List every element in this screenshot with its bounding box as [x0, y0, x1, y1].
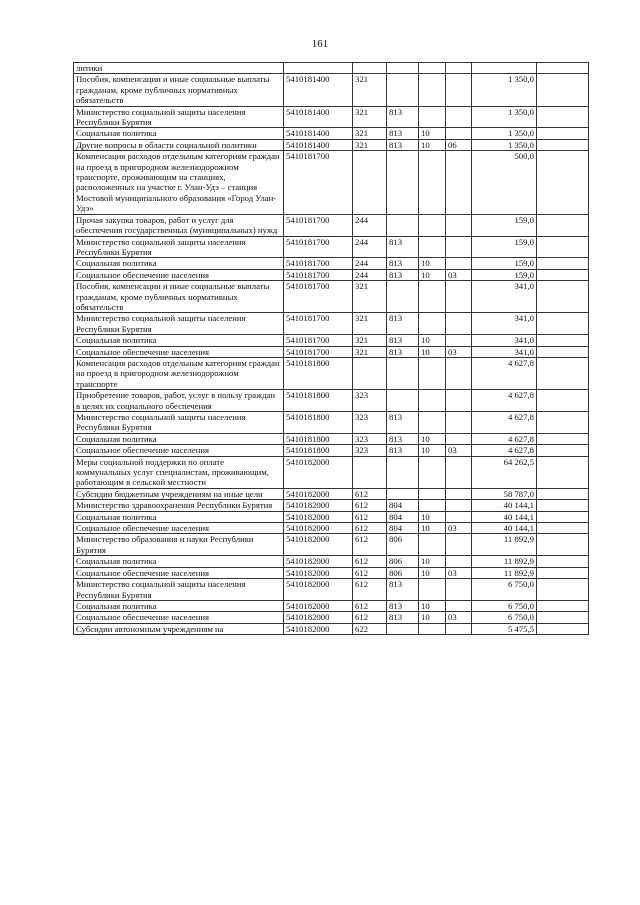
table-row: [74, 511, 589, 522]
row-empty-cell: [537, 313, 589, 335]
row-code-cell: 5410181700: [284, 346, 353, 357]
row-subsection-cell: [446, 335, 472, 346]
row-name-cell: Субсидии бюджетным учреждениям на иные цели: [74, 488, 284, 499]
row-empty-cell: [537, 390, 589, 412]
row-ministry-cell: 813: [387, 445, 419, 456]
row-amount-cell: 6 750,0: [472, 612, 537, 623]
row-expense-type-cell: 321: [353, 281, 387, 313]
row-code-cell: 5410181700: [284, 269, 353, 280]
row-empty-cell: [537, 445, 589, 456]
row-amount-cell: 40 144,1: [472, 523, 537, 534]
table-row: [74, 236, 589, 258]
row-empty-cell: [537, 346, 589, 357]
row-empty-cell: [537, 106, 589, 128]
row-expense-type-cell: 321: [353, 335, 387, 346]
row-amount-cell: 159,0: [472, 236, 537, 258]
row-empty-cell: [537, 623, 589, 634]
table-row: [74, 500, 589, 511]
row-ministry-cell: 813: [387, 269, 419, 280]
row-amount-cell: 4 627,8: [472, 445, 537, 456]
row-empty-cell: [537, 488, 589, 499]
table-row: [74, 433, 589, 444]
row-section-cell: [419, 313, 446, 335]
row-section-cell: [419, 281, 446, 313]
row-ministry-cell: 813: [387, 346, 419, 357]
row-amount-cell: 5 475,5: [472, 623, 537, 634]
row-subsection-cell: [446, 214, 472, 236]
row-empty-cell: [537, 600, 589, 611]
row-ministry-cell: 804: [387, 511, 419, 522]
row-code-cell: 5410181700: [284, 313, 353, 335]
row-section-cell: 10: [419, 523, 446, 534]
table-row: [74, 128, 589, 139]
row-amount-cell: 6 750,0: [472, 579, 537, 601]
row-expense-type-cell: 612: [353, 523, 387, 534]
row-ministry-cell: 813: [387, 600, 419, 611]
row-name-cell: Прочая закупка товаров, работ и услуг для обеспечения государственных (муниципальных) нужд: [74, 214, 284, 236]
row-section-cell: [419, 236, 446, 258]
row-subsection-cell: [446, 488, 472, 499]
row-section-cell: [419, 579, 446, 601]
row-name-cell: Социальная политика: [74, 128, 284, 139]
row-amount-cell: 6 750,0: [472, 600, 537, 611]
row-subsection-cell: [446, 74, 472, 106]
row-code-cell: 5410182000: [284, 600, 353, 611]
row-empty-cell: [537, 412, 589, 434]
row-code-cell: 5410181700: [284, 281, 353, 313]
row-name-cell: Социальная политика: [74, 556, 284, 567]
table-row: [74, 74, 589, 106]
row-expense-type-cell: [353, 456, 387, 488]
row-subsection-cell: [446, 390, 472, 412]
row-subsection-cell: [446, 534, 472, 556]
row-ministry-cell: 806: [387, 534, 419, 556]
row-empty-cell: [537, 500, 589, 511]
table-row: [74, 258, 589, 269]
row-subsection-cell: [446, 433, 472, 444]
row-amount-cell: 40 144,1: [472, 511, 537, 522]
row-section-cell: [419, 488, 446, 499]
row-code-cell: 5410182000: [284, 523, 353, 534]
row-expense-type-cell: 612: [353, 534, 387, 556]
row-name-cell: Другие вопросы в области социальной политики: [74, 139, 284, 150]
row-code-cell: 5410182000: [284, 556, 353, 567]
row-empty-cell: [537, 579, 589, 601]
table-row: [74, 412, 589, 434]
row-name-cell: Министерство социальной защиты населения Республики Бурятия: [74, 412, 284, 434]
row-amount-cell: 4 627,8: [472, 390, 537, 412]
row-name-cell: Министерство здравоохранения Республики Бурятия: [74, 500, 284, 511]
row-ministry-cell: 813: [387, 313, 419, 335]
row-name-cell: Социальная политика: [74, 335, 284, 346]
row-ministry-cell: 813: [387, 579, 419, 601]
row-ministry-cell: [387, 63, 419, 74]
row-section-cell: [419, 106, 446, 128]
row-name-cell: Социальная политика: [74, 258, 284, 269]
row-ministry-cell: 813: [387, 412, 419, 434]
row-amount-cell: 341,0: [472, 335, 537, 346]
row-expense-type-cell: 612: [353, 612, 387, 623]
row-expense-type-cell: 321: [353, 106, 387, 128]
row-amount-cell: 4 627,8: [472, 357, 537, 389]
row-name-cell: Социальное обеспечение населения: [74, 346, 284, 357]
row-code-cell: 5410181800: [284, 445, 353, 456]
row-section-cell: [419, 151, 446, 214]
budget-table-body: [74, 63, 589, 635]
row-name-cell: Министерство социальной защиты населения Республики Бурятия: [74, 579, 284, 601]
table-row: [74, 445, 589, 456]
row-code-cell: 5410181400: [284, 139, 353, 150]
row-name-cell: Компенсация расходов отдельным категориям граждан на проезд в пригородном железнодорожном транспорте: [74, 357, 284, 389]
row-ministry-cell: 813: [387, 258, 419, 269]
table-row: [74, 335, 589, 346]
row-code-cell: [284, 63, 353, 74]
row-subsection-cell: [446, 281, 472, 313]
table-row: [74, 579, 589, 601]
row-ministry-cell: 804: [387, 523, 419, 534]
row-name-cell: Министерство социальной защиты населения Республики Бурятия: [74, 236, 284, 258]
row-name-cell: Социальная политика: [74, 600, 284, 611]
row-ministry-cell: 804: [387, 500, 419, 511]
row-subsection-cell: [446, 579, 472, 601]
row-expense-type-cell: 244: [353, 269, 387, 280]
row-subsection-cell: [446, 511, 472, 522]
row-code-cell: 5410182000: [284, 534, 353, 556]
table-row: [74, 456, 589, 488]
row-section-cell: 10: [419, 556, 446, 567]
row-subsection-cell: [446, 357, 472, 389]
row-ministry-cell: [387, 151, 419, 214]
row-subsection-cell: 03: [446, 346, 472, 357]
row-section-cell: [419, 357, 446, 389]
row-name-cell: Меры социальной поддержки по оплате коммунальных услуг специалистам, проживающим, работающим в сельской местности: [74, 456, 284, 488]
table-row: [74, 534, 589, 556]
budget-table: [73, 62, 589, 635]
row-ministry-cell: [387, 74, 419, 106]
row-empty-cell: [537, 523, 589, 534]
row-amount-cell: 64 262,5: [472, 456, 537, 488]
row-amount-cell: 1 350,0: [472, 106, 537, 128]
row-name-cell: Социальная политика: [74, 433, 284, 444]
row-empty-cell: [537, 63, 589, 74]
row-subsection-cell: [446, 623, 472, 634]
row-amount-cell: 159,0: [472, 214, 537, 236]
row-subsection-cell: 03: [446, 612, 472, 623]
row-subsection-cell: 03: [446, 445, 472, 456]
table-row: [74, 214, 589, 236]
row-section-cell: [419, 534, 446, 556]
row-empty-cell: [537, 214, 589, 236]
table-row: [74, 556, 589, 567]
row-amount-cell: 500,0: [472, 151, 537, 214]
row-code-cell: 5410181800: [284, 412, 353, 434]
row-empty-cell: [537, 269, 589, 280]
row-amount-cell: [472, 63, 537, 74]
row-ministry-cell: [387, 357, 419, 389]
row-expense-type-cell: 323: [353, 390, 387, 412]
table-row: [74, 488, 589, 499]
row-amount-cell: 159,0: [472, 258, 537, 269]
row-amount-cell: 11 892,9: [472, 534, 537, 556]
row-code-cell: 5410181800: [284, 390, 353, 412]
row-ministry-cell: [387, 623, 419, 634]
row-amount-cell: 1 350,0: [472, 74, 537, 106]
row-ministry-cell: 813: [387, 335, 419, 346]
row-subsection-cell: [446, 106, 472, 128]
row-empty-cell: [537, 357, 589, 389]
row-section-cell: 10: [419, 600, 446, 611]
row-name-cell: Пособия, компенсации и иные социальные выплаты гражданам, кроме публичных нормативных обязательств: [74, 74, 284, 106]
row-amount-cell: 11 892,9: [472, 567, 537, 578]
row-ministry-cell: 806: [387, 556, 419, 567]
table-row: [74, 612, 589, 623]
row-expense-type-cell: 612: [353, 500, 387, 511]
row-name-cell: литики: [74, 63, 284, 74]
row-empty-cell: [537, 433, 589, 444]
row-subsection-cell: 03: [446, 269, 472, 280]
row-name-cell: Министерство образования и науки Республики Бурятия: [74, 534, 284, 556]
row-ministry-cell: [387, 456, 419, 488]
row-code-cell: 5410181800: [284, 357, 353, 389]
row-empty-cell: [537, 612, 589, 623]
table-row: [74, 269, 589, 280]
row-empty-cell: [537, 511, 589, 522]
table-row: [74, 139, 589, 150]
row-ministry-cell: [387, 390, 419, 412]
row-section-cell: 10: [419, 335, 446, 346]
row-subsection-cell: [446, 63, 472, 74]
row-subsection-cell: [446, 151, 472, 214]
row-expense-type-cell: 612: [353, 567, 387, 578]
row-code-cell: 5410181700: [284, 151, 353, 214]
table-row: [74, 106, 589, 128]
row-subsection-cell: [446, 313, 472, 335]
row-section-cell: 10: [419, 433, 446, 444]
row-expense-type-cell: 321: [353, 74, 387, 106]
table-row: [74, 151, 589, 214]
row-ministry-cell: 813: [387, 236, 419, 258]
row-ministry-cell: [387, 281, 419, 313]
row-code-cell: 5410181700: [284, 258, 353, 269]
page-number: 161: [311, 38, 329, 50]
row-empty-cell: [537, 258, 589, 269]
row-name-cell: Министерство социальной защиты населения Республики Бурятия: [74, 313, 284, 335]
row-subsection-cell: [446, 236, 472, 258]
row-subsection-cell: [446, 412, 472, 434]
row-section-cell: [419, 74, 446, 106]
row-code-cell: 5410181400: [284, 128, 353, 139]
row-expense-type-cell: [353, 357, 387, 389]
row-expense-type-cell: 323: [353, 412, 387, 434]
row-expense-type-cell: 612: [353, 600, 387, 611]
row-name-cell: Министерство социальной защиты населения Республики Бурятия: [74, 106, 284, 128]
row-section-cell: 10: [419, 269, 446, 280]
row-section-cell: 10: [419, 139, 446, 150]
row-expense-type-cell: 612: [353, 556, 387, 567]
row-section-cell: 10: [419, 128, 446, 139]
row-expense-type-cell: 321: [353, 313, 387, 335]
row-empty-cell: [537, 151, 589, 214]
row-expense-type-cell: 244: [353, 258, 387, 269]
row-expense-type-cell: 622: [353, 623, 387, 634]
row-empty-cell: [537, 534, 589, 556]
row-section-cell: [419, 500, 446, 511]
row-subsection-cell: [446, 128, 472, 139]
row-section-cell: 10: [419, 511, 446, 522]
row-name-cell: Компенсация расходов отдельным категориям граждан на проезд в пригородном железнодорожном транспорте, проживающим на станциях, расположенных на участке г. Улан-Удэ – станция Мостовой муниципального образования «Город Улан-Удэ»: [74, 151, 284, 214]
row-name-cell: Приобретение товаров, работ, услуг в пользу граждан в целях их социального обеспечения: [74, 390, 284, 412]
row-code-cell: 5410182000: [284, 511, 353, 522]
row-subsection-cell: 03: [446, 523, 472, 534]
row-amount-cell: 11 892,9: [472, 556, 537, 567]
row-expense-type-cell: 244: [353, 214, 387, 236]
row-expense-type-cell: [353, 63, 387, 74]
row-code-cell: 5410182000: [284, 567, 353, 578]
row-code-cell: 5410182000: [284, 500, 353, 511]
row-empty-cell: [537, 281, 589, 313]
row-ministry-cell: 813: [387, 139, 419, 150]
row-section-cell: 10: [419, 612, 446, 623]
row-amount-cell: 4 627,8: [472, 433, 537, 444]
row-ministry-cell: [387, 214, 419, 236]
row-code-cell: 5410182000: [284, 579, 353, 601]
row-ministry-cell: 806: [387, 567, 419, 578]
row-name-cell: Пособия, компенсации и иные социальные выплаты гражданам, кроме публичных нормативных обязательств: [74, 281, 284, 313]
row-name-cell: Субсидии автономным учреждениям на: [74, 623, 284, 634]
row-amount-cell: 4 627,8: [472, 412, 537, 434]
row-empty-cell: [537, 556, 589, 567]
row-amount-cell: 341,0: [472, 313, 537, 335]
row-code-cell: 5410181800: [284, 433, 353, 444]
row-ministry-cell: [387, 488, 419, 499]
row-section-cell: 10: [419, 567, 446, 578]
row-code-cell: 5410181700: [284, 214, 353, 236]
row-expense-type-cell: 244: [353, 236, 387, 258]
row-subsection-cell: [446, 258, 472, 269]
row-name-cell: Социальное обеспечение населения: [74, 269, 284, 280]
row-name-cell: Социальное обеспечение населения: [74, 445, 284, 456]
row-code-cell: 5410181700: [284, 236, 353, 258]
row-subsection-cell: [446, 556, 472, 567]
row-empty-cell: [537, 456, 589, 488]
row-section-cell: [419, 412, 446, 434]
row-name-cell: Социальное обеспечение населения: [74, 612, 284, 623]
row-subsection-cell: [446, 456, 472, 488]
table-row: [74, 390, 589, 412]
row-expense-type-cell: 612: [353, 488, 387, 499]
row-amount-cell: 341,0: [472, 281, 537, 313]
row-ministry-cell: 813: [387, 106, 419, 128]
row-expense-type-cell: 323: [353, 433, 387, 444]
row-section-cell: 10: [419, 445, 446, 456]
row-expense-type-cell: 321: [353, 128, 387, 139]
row-expense-type-cell: 612: [353, 511, 387, 522]
table-row: [74, 523, 589, 534]
row-code-cell: 5410182000: [284, 488, 353, 499]
row-name-cell: Социальная политика: [74, 511, 284, 522]
row-expense-type-cell: 321: [353, 346, 387, 357]
row-expense-type-cell: 323: [353, 445, 387, 456]
row-section-cell: 10: [419, 346, 446, 357]
row-expense-type-cell: 321: [353, 139, 387, 150]
row-ministry-cell: 813: [387, 433, 419, 444]
row-subsection-cell: 06: [446, 139, 472, 150]
row-ministry-cell: 813: [387, 128, 419, 139]
row-subsection-cell: [446, 500, 472, 511]
row-empty-cell: [537, 567, 589, 578]
table-row: [74, 313, 589, 335]
row-ministry-cell: 813: [387, 612, 419, 623]
row-code-cell: 5410182000: [284, 623, 353, 634]
row-amount-cell: 1 350,0: [472, 128, 537, 139]
row-section-cell: 10: [419, 258, 446, 269]
row-code-cell: 5410182000: [284, 456, 353, 488]
row-section-cell: [419, 214, 446, 236]
row-expense-type-cell: 612: [353, 579, 387, 601]
row-empty-cell: [537, 236, 589, 258]
row-empty-cell: [537, 335, 589, 346]
table-row: [74, 600, 589, 611]
row-amount-cell: 1 350,0: [472, 139, 537, 150]
table-row: [74, 63, 589, 74]
row-amount-cell: 58 787,0: [472, 488, 537, 499]
row-section-cell: [419, 63, 446, 74]
row-name-cell: Социальное обеспечение населения: [74, 567, 284, 578]
row-section-cell: [419, 390, 446, 412]
row-amount-cell: 40 144,1: [472, 500, 537, 511]
table-row: [74, 346, 589, 357]
table-row: [74, 357, 589, 389]
row-section-cell: [419, 456, 446, 488]
row-section-cell: [419, 623, 446, 634]
row-amount-cell: 159,0: [472, 269, 537, 280]
row-empty-cell: [537, 74, 589, 106]
row-code-cell: 5410181400: [284, 74, 353, 106]
row-code-cell: 5410181700: [284, 335, 353, 346]
row-subsection-cell: 03: [446, 567, 472, 578]
row-subsection-cell: [446, 600, 472, 611]
row-expense-type-cell: [353, 151, 387, 214]
row-name-cell: Социальное обеспечение населения: [74, 523, 284, 534]
table-row: [74, 623, 589, 634]
table-row: [74, 281, 589, 313]
table-row: [74, 567, 589, 578]
row-code-cell: 5410182000: [284, 612, 353, 623]
row-empty-cell: [537, 128, 589, 139]
row-amount-cell: 341,0: [472, 346, 537, 357]
row-code-cell: 5410181400: [284, 106, 353, 128]
row-empty-cell: [537, 139, 589, 150]
